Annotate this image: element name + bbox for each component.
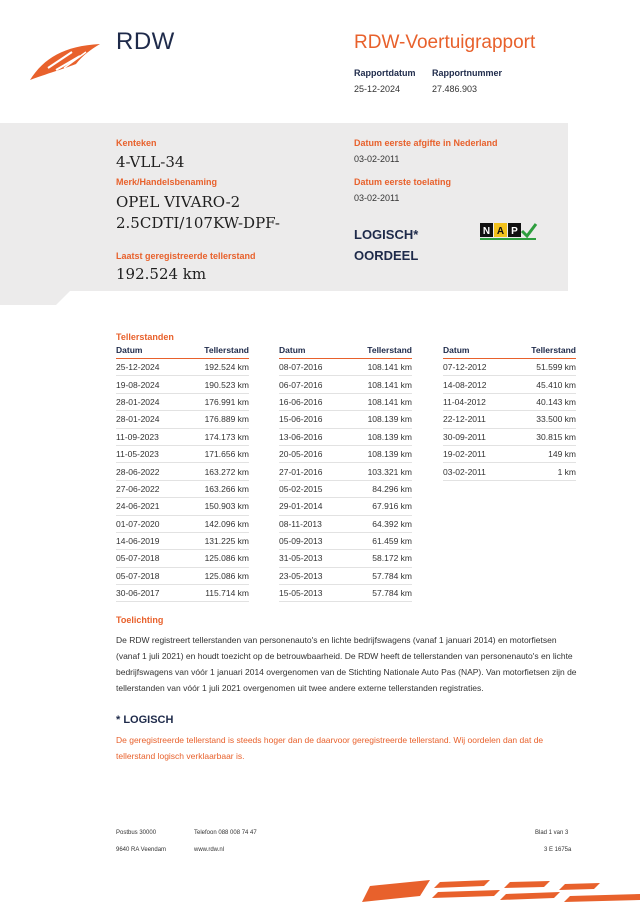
reading-row [443,429,576,446]
reading-value: 150.903 km [204,501,249,512]
reading-row [116,498,249,515]
reading-value: 67.916 km [372,501,412,512]
reading-date: 28-06-2022 [116,466,160,477]
readings-header [443,345,576,359]
reading-date: 05-09-2013 [279,536,323,547]
reading-value: 115.714 km [205,588,249,599]
reading-row [279,411,412,428]
reading-row [116,533,249,550]
footer-web: www.rdw.nl [194,847,225,853]
reading-row [443,376,576,393]
reading-row [443,359,576,376]
reading-row [279,585,412,602]
reading-value: 64.392 km [372,518,412,529]
svg-text:P: P [511,226,518,237]
first-issue-nl-date: 03-02-2011 [354,154,400,164]
readings-column-2 [279,345,412,602]
reading-value: 103.321 km [367,466,412,477]
reading-date: 11-09-2023 [116,431,159,442]
reading-date: 14-06-2019 [116,536,160,547]
reading-date: 31-05-2013 [279,553,323,564]
readings-header [116,345,249,359]
reading-row [116,481,249,498]
value-column-header: Tellerstand [531,345,576,355]
reading-value: 108.139 km [367,414,412,425]
reading-row [279,550,412,567]
reading-row [279,481,412,498]
reading-date: 27-01-2016 [279,466,323,477]
date-column-header: Datum [443,345,470,355]
readings-header [279,345,412,359]
first-admission-label: Datum eerste toelating [354,177,452,187]
logisch-text: De geregistreerde tellerstand is steeds hoger dan de daarvoor geregistreerde tellerstand. Wij oordelen dan dat de tellerstand logisch verklaarbaar is. [116,735,544,761]
footer-postbus: Postbus 30000 [116,830,157,836]
reading-row [279,533,412,550]
reading-date: 15-05-2013 [279,588,323,599]
odometer-value: 192.524 km [116,265,207,283]
reading-row [116,446,249,463]
reading-value: 142.096 km [204,518,249,529]
reading-value: 108.141 km [367,362,412,373]
readings-title: Tellerstanden [116,332,174,342]
reading-value: 131.225 km [204,536,249,547]
vehicle-summary-panel [0,123,568,291]
report-title: RDW-Voertuigrapport [354,32,536,53]
reading-date: 24-06-2021 [116,501,160,512]
svg-text:A: A [496,226,505,237]
reading-date: 08-07-2016 [279,362,323,373]
report-number-label: Rapportnummer [432,68,503,78]
reading-date: 22-12-2011 [443,414,486,425]
reading-date: 11-04-2012 [443,396,486,407]
value-column-header: Tellerstand [204,345,249,355]
reading-row [279,568,412,585]
brand-name: RDW [116,28,175,55]
plate-value: 4-VLL-34 [116,153,185,171]
reading-row [279,463,412,480]
footer-phone: Telefoon 088 008 74 47 [194,830,257,836]
verdict-label: OORDEEL [354,248,419,263]
make-label: Merk/Handelsbenaming [116,177,218,187]
reading-row [116,585,249,602]
reading-date: 20-05-2016 [279,449,323,460]
reading-date: 25-12-2024 [116,362,160,373]
report-date-label: Rapportdatum [354,68,416,78]
bottom-stripes-decoration [360,876,640,905]
odometer-label: Laatst geregistreerde tellerstand [116,251,256,261]
make-line-1: OPEL VIVARO-2 [116,193,241,211]
reading-row [279,446,412,463]
reading-date: 30-06-2017 [116,588,160,599]
first-issue-nl-label: Datum eerste afgifte in Nederland [354,138,498,148]
reading-value: 192.524 km [204,362,249,373]
verdict-status: LOGISCH* [354,227,419,242]
reading-value: 51.599 km [536,362,576,373]
reading-row [116,394,249,411]
reading-value: 108.139 km [367,449,412,460]
reading-value: 61.459 km [372,536,412,547]
reading-value: 176.889 km [204,414,249,425]
reading-date: 07-12-2012 [443,362,487,373]
reading-date: 30-09-2011 [443,431,486,442]
reading-value: 171.656 km [204,449,249,460]
reading-row [116,550,249,567]
value-column-header: Tellerstand [367,345,412,355]
reading-date: 03-02-2011 [443,466,486,477]
reading-value: 57.784 km [372,570,412,581]
reading-date: 19-02-2011 [443,449,486,460]
reading-value: 163.266 km [204,483,249,494]
reading-date: 27-06-2022 [116,483,160,494]
reading-date: 15-06-2016 [279,414,323,425]
reading-row [116,411,249,428]
plate-label: Kenteken [116,138,157,148]
reading-value: 58.172 km [372,553,412,564]
reading-value: 40.143 km [536,396,576,407]
reading-value: 190.523 km [204,379,249,390]
reading-date: 11-05-2023 [116,449,159,460]
reading-value: 125.086 km [204,570,249,581]
reading-row [443,411,576,428]
date-column-header: Datum [116,345,143,355]
nap-logo-icon [480,222,538,242]
logisch-heading: * LOGISCH [116,714,174,726]
reading-row [116,376,249,393]
reading-value: 108.141 km [367,379,412,390]
reading-row [279,376,412,393]
make-line-2: 2.5CDTI/107KW-DPF- [116,214,280,232]
reading-row [116,429,249,446]
reading-row [279,498,412,515]
reading-date: 16-06-2016 [279,396,323,407]
date-column-header: Datum [279,345,306,355]
reading-row [279,516,412,533]
reading-value: 45.410 km [536,379,576,390]
footer-code: 3 E 1675a [544,847,572,853]
reading-date: 13-06-2016 [279,431,323,442]
footer-city: 9640 RA Veendam [116,847,167,853]
reading-date: 06-07-2016 [279,379,323,390]
reading-value: 84.296 km [372,483,412,494]
first-admission-date: 03-02-2011 [354,193,400,203]
reading-value: 149 km [548,449,576,460]
panel-notch [0,291,70,305]
report-date: 25-12-2024 [354,84,401,94]
reading-date: 28-01-2024 [116,396,160,407]
reading-value: 174.173 km [204,431,249,442]
reading-value: 108.139 km [367,431,412,442]
reading-row [116,463,249,480]
reading-date: 29-01-2014 [279,501,323,512]
readings-column-1 [116,345,249,602]
explanation-title: Toelichting [116,615,164,625]
reading-row [443,446,576,463]
reading-date: 05-07-2018 [116,570,160,581]
reading-value: 108.141 km [367,396,412,407]
reading-row [279,394,412,411]
reading-row [443,394,576,411]
reading-date: 19-08-2024 [116,379,160,390]
reading-value: 30.815 km [536,431,576,442]
reading-row [279,359,412,376]
reading-value: 125.086 km [204,553,249,564]
explanation-text: De RDW registreert tellerstanden van personenauto's en lichte bedrijfswagens (vanaf 1 januari 2014) en motorfietsen (vanaf 1 juli 2021) en houdt toezicht op de betrouwbaarheid. De RDW heeft de tellerstanden van personenauto's en lichte bedrijfswagens van vóór 1 januari 2014 overgenomen van de Stichting Nationale Auto Pas (NAP). Van motorfietsen zijn de tellerstanden van vóór 1 juli 2021 overgenomen uit twee andere externe tellerstanden registraties. [116,635,577,693]
reading-date: 23-05-2013 [279,570,323,581]
svg-text:N: N [482,226,491,237]
reading-row [116,516,249,533]
footer-page: Blad 1 van 3 [535,830,569,836]
reading-row [279,429,412,446]
report-number: 27.486.903 [432,84,478,94]
reading-row [116,568,249,585]
reading-value: 57.784 km [372,588,412,599]
rdw-logo-icon [28,38,104,82]
readings-column-3 [443,345,576,481]
reading-date: 14-08-2012 [443,379,487,390]
reading-row [443,463,576,480]
reading-date: 08-11-2013 [279,518,322,529]
reading-row [116,359,249,376]
reading-date: 05-07-2018 [116,553,160,564]
reading-value: 1 km [557,466,576,477]
reading-value: 176.991 km [204,396,249,407]
reading-date: 28-01-2024 [116,414,160,425]
reading-value: 163.272 km [204,466,249,477]
reading-value: 33.500 km [536,414,576,425]
reading-date: 05-02-2015 [279,483,323,494]
reading-date: 01-07-2020 [116,518,160,529]
